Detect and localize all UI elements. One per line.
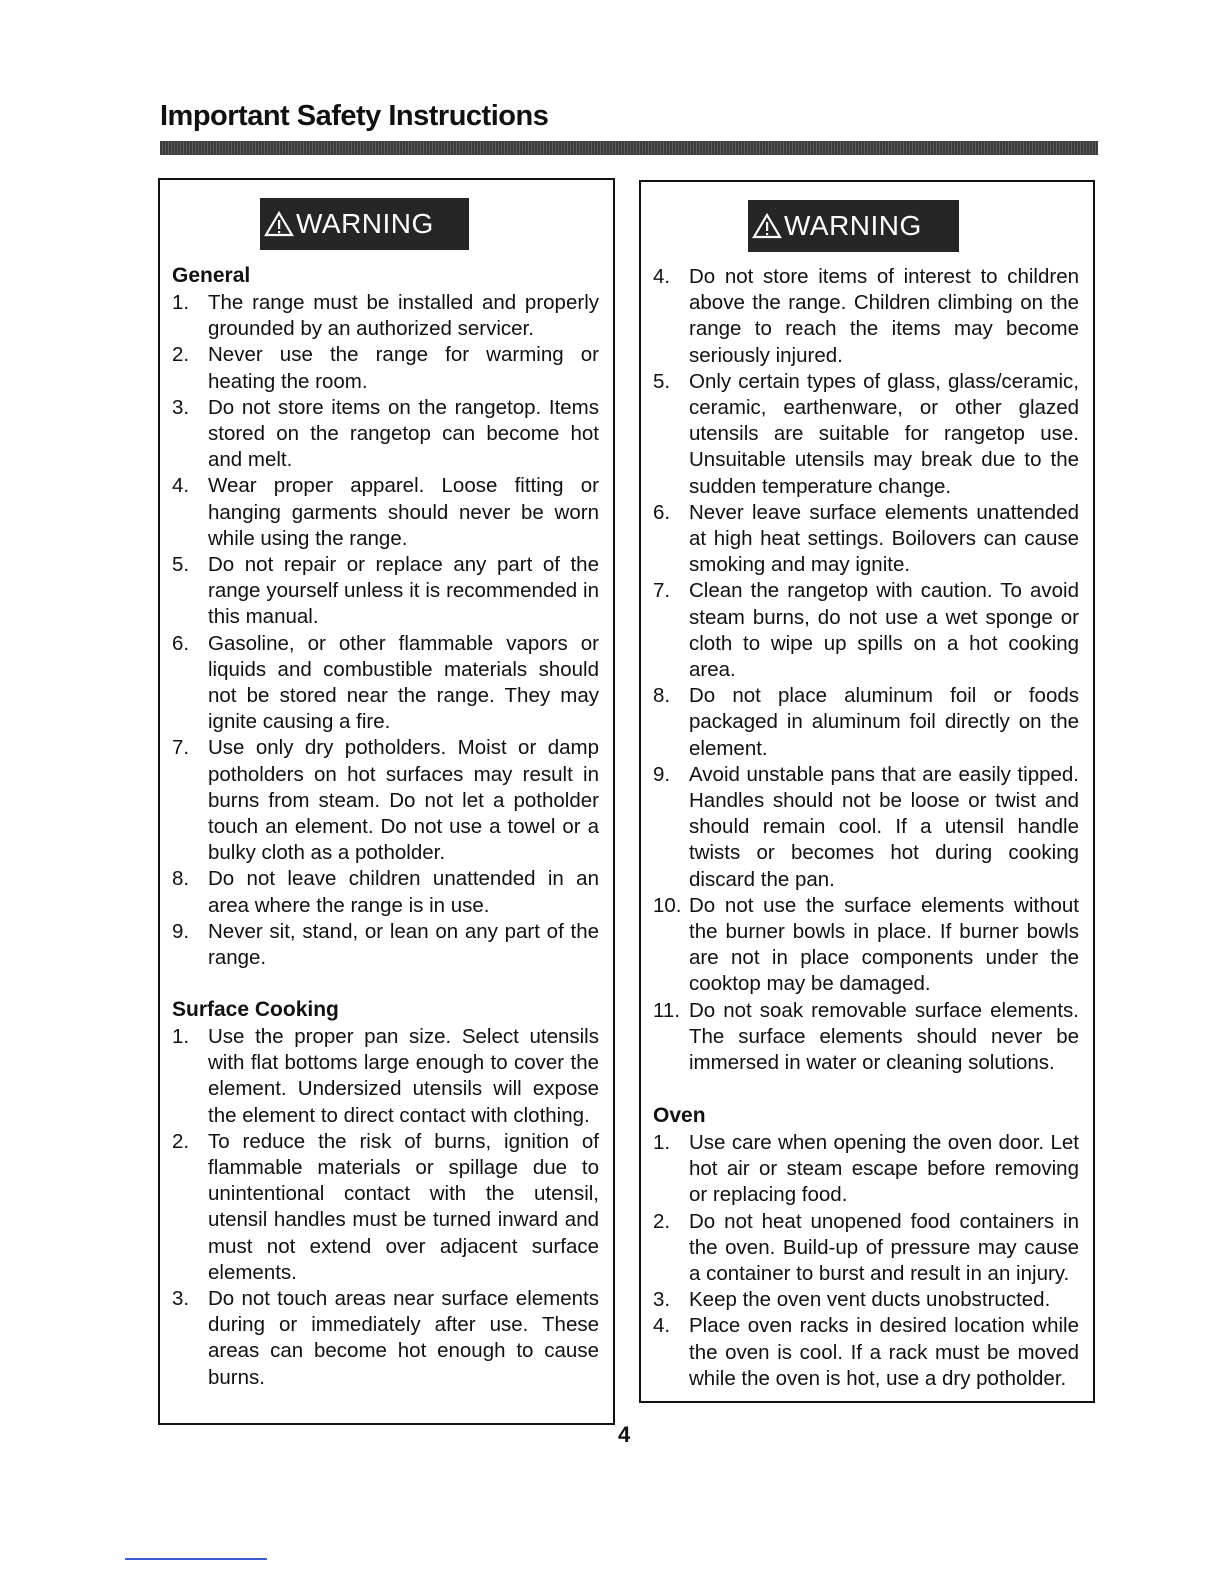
list-item	[172, 1129, 599, 1286]
item-text: Never sit, stand, or lean on any part of the range.	[208, 919, 599, 970]
page-title: Important Safety Instructions	[160, 100, 549, 132]
item-number: 9.	[172, 919, 190, 943]
warning-triangle-icon	[752, 212, 782, 240]
item-text: Do not store items of interest to children above the range. Children climbing on the range to reach the items may become seriously injured.	[689, 265, 1079, 367]
item-number: 6.	[653, 500, 671, 524]
list-item	[172, 395, 599, 474]
warning-triangle-icon	[264, 210, 294, 238]
list-item	[172, 1286, 599, 1391]
list-item	[172, 919, 599, 971]
item-number: 2.	[172, 343, 190, 367]
footer-rule	[125, 1558, 267, 1560]
item-number: 7.	[172, 736, 190, 760]
right-warning-panel	[639, 180, 1095, 1403]
item-text: Use the proper pan size. Select utensils with flat bottoms large enough to cover the element. Undersized utensils will expose the element to direct contact with clothing.	[208, 1025, 599, 1127]
warning-label: WARNING	[784, 210, 922, 241]
list-item	[653, 578, 1079, 683]
item-text: Gasoline, or other flammable vapors or liquids and combustible materials should not be stored near the range. They may ignite causing a fire.	[208, 631, 599, 734]
oven-list	[653, 1130, 1079, 1392]
item-text: Do not use the surface elements without the burner bowls in place. If burner bowls are not in place components under the cooktop may be damaged.	[689, 893, 1079, 996]
item-number: 3.	[653, 1288, 671, 1312]
item-number: 3.	[172, 395, 190, 419]
item-text: To reduce the risk of burns, ignition of flammable materials or spillage due to unintentional contact with the utensil, utensil handles must be turned inward and must not extend over adjacent surface elements.	[208, 1129, 599, 1284]
list-item	[653, 1313, 1079, 1392]
list-item	[653, 500, 1079, 579]
warning-badge	[748, 200, 959, 252]
list-item	[653, 1130, 1079, 1209]
item-number: 5.	[172, 553, 190, 577]
item-number: 5.	[653, 369, 671, 393]
list-item	[653, 893, 1079, 998]
list-item	[172, 866, 599, 918]
item-text: Use care when opening the oven door. Let hot air or steam escape before removing or replacing food.	[689, 1131, 1079, 1207]
item-text: Do not place aluminum foil or foods packaged in aluminum foil directly on the element.	[689, 684, 1079, 760]
item-number: 2.	[653, 1209, 671, 1233]
item-number: 4.	[653, 265, 671, 288]
list-item	[172, 290, 599, 342]
list-item	[172, 735, 599, 866]
list-item	[653, 683, 1079, 762]
item-number: 8.	[653, 684, 671, 708]
item-text: Do not store items on the rangetop. Items stored on the rangetop can become hot and melt.	[208, 395, 599, 472]
list-item	[653, 1209, 1079, 1288]
surface-cooking-list	[172, 1024, 599, 1391]
list-item	[653, 264, 1079, 369]
item-number: 11.	[653, 998, 680, 1022]
item-number: 10.	[653, 893, 682, 917]
item-number: 4.	[653, 1314, 671, 1338]
list-item	[653, 762, 1079, 893]
item-number: 1.	[172, 291, 190, 314]
item-number: 9.	[653, 762, 671, 786]
item-text: Wear proper apparel. Loose fitting or hanging garments should never be worn while using the range.	[208, 474, 599, 550]
item-number: 1.	[172, 1025, 190, 1048]
general-list	[172, 290, 599, 971]
item-number: 8.	[172, 867, 190, 891]
item-number: 3.	[172, 1287, 190, 1311]
list-item	[172, 1024, 599, 1129]
list-item	[653, 369, 1079, 500]
item-text: Do not soak removable surface elements. The surface elements should never be immersed in water or cleaning solutions.	[689, 998, 1079, 1075]
warning-badge	[260, 198, 469, 250]
left-warning-panel	[158, 178, 615, 1425]
item-number: 2.	[172, 1129, 190, 1153]
list-item	[653, 1287, 1079, 1313]
general-continued-list	[653, 264, 1079, 1076]
list-item	[172, 342, 599, 394]
list-item	[172, 552, 599, 631]
item-number: 1.	[653, 1131, 671, 1154]
item-text: Only certain types of glass, glass/ceramic, ceramic, earthenware, or other glazed utensils are suitable for rangetop use. Unsuitable utensils may break due to the sudden temperature change.	[689, 369, 1079, 498]
list-item	[172, 473, 599, 552]
warning-label: WARNING	[296, 208, 434, 239]
item-text: Do not heat unopened food containers in the oven. Build-up of pressure may cause a container to burst and result in an injury.	[689, 1209, 1079, 1286]
item-text: Place oven racks in desired location while the oven is cool. If a rack must be moved while the oven is hot, use a dry potholder.	[689, 1314, 1079, 1390]
item-text: Never leave surface elements unattended at high heat settings. Boilovers can cause smoking and may ignite.	[689, 500, 1079, 577]
item-number: 6.	[172, 631, 190, 655]
section-heading-surface-cooking: Surface Cooking	[172, 998, 339, 1021]
item-text: Do not leave children unattended in an area where the range is in use.	[208, 867, 599, 917]
list-item	[172, 631, 599, 736]
item-text: Never use the range for warming or heating the room.	[208, 343, 599, 393]
section-heading-general: General	[172, 264, 251, 287]
item-text: The range must be installed and properly grounded by an authorized servicer.	[208, 291, 599, 341]
item-number: 4.	[172, 474, 190, 498]
page-number: 4	[618, 1422, 631, 1447]
item-text: Do not touch areas near surface elements during or immediately after use. These areas can become hot enough to cause burns.	[208, 1287, 599, 1389]
item-text: Do not repair or replace any part of the range yourself unless it is recommended in this manual.	[208, 553, 599, 629]
item-text: Avoid unstable pans that are easily tipped. Handles should not be loose or twist and should remain cool. If a utensil handle twists or becomes hot during cooking discard the pan.	[689, 762, 1079, 891]
item-text: Keep the oven vent ducts unobstructed.	[689, 1288, 1051, 1312]
item-text: Clean the rangetop with caution. To avoid steam burns, do not use a wet sponge or cloth to wipe up spills on a hot cooking area.	[689, 579, 1079, 682]
title-rule	[160, 141, 1098, 155]
item-text: Use only dry potholders. Moist or damp potholders on hot surfaces may result in burns from steam. Do not let a potholder touch an element. Do not use a towel or a bulky cloth as a potholder.	[208, 736, 599, 865]
list-item	[653, 998, 1079, 1077]
item-number: 7.	[653, 579, 671, 603]
section-heading-oven: Oven	[653, 1104, 706, 1127]
